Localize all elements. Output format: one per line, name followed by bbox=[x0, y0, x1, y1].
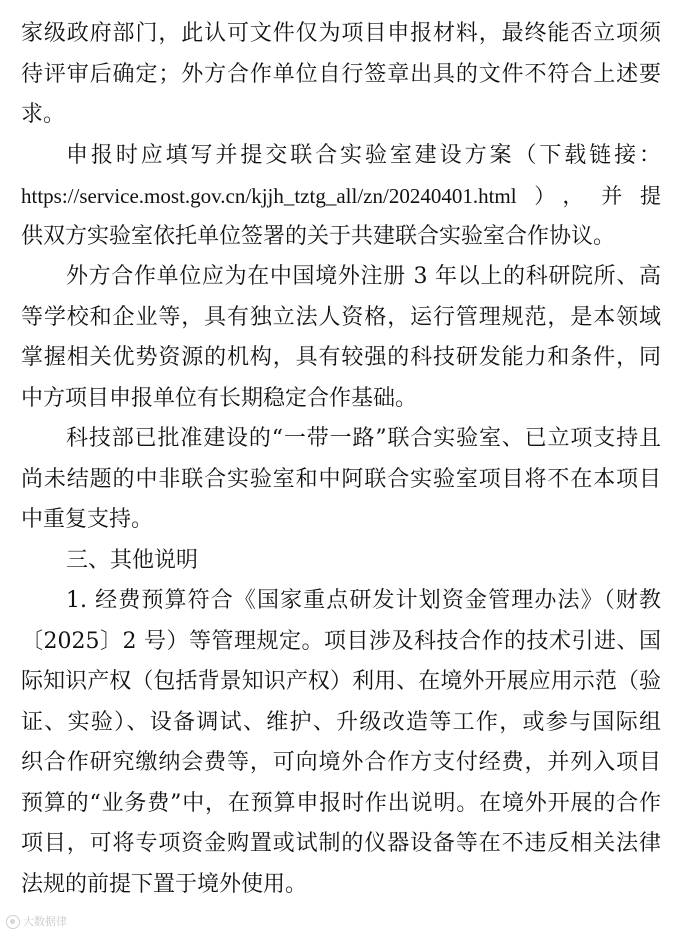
watermark bbox=[6, 912, 67, 932]
paragraph-line: 等学校和企业等，具有独立法人资格，运行管理规范，是本领域 bbox=[21, 304, 661, 330]
paragraph-line: 际知识产权（包括背景知识产权）利用、在境外开展应用示范（验 bbox=[21, 669, 661, 694]
paragraph-line: 证、实验）、设备调试、维护、升级改造等工作，或参与国际组 bbox=[21, 709, 661, 735]
paragraph-line: 织合作研究缴纳会费等，可向境外合作方支付经费，并列入项目 bbox=[21, 750, 661, 775]
paragraph-line: 〔2025〕2 号）等管理规定。项目涉及科技合作的技术引进、国 bbox=[21, 628, 661, 654]
paragraph-line: 预算的“业务费”中，在预算申报时作出说明。在境外开展的合作 bbox=[21, 790, 661, 816]
watermark-logo-icon bbox=[6, 915, 20, 929]
watermark-text: 大数据律 bbox=[23, 915, 67, 928]
paragraph-line: 掌握相关优势资源的机构，具有较强的科技研发能力和条件，同 bbox=[21, 345, 661, 370]
paragraph-line: 家级政府部门，此认可文件仅为项目申报材料，最终能否立项须 bbox=[21, 21, 661, 46]
paragraph-line: 尚未结题的中非联合实验室和中阿联合实验室项目将不在本项目 bbox=[21, 466, 661, 492]
paragraph-line: 求。 bbox=[21, 102, 66, 127]
paragraph-line: 中方项目申报单位有长期稳定合作基础。 bbox=[21, 385, 418, 411]
paragraph-line: 外方合作单位应为在中国境外注册 3 年以上的科研院所、高 bbox=[66, 264, 661, 289]
section-heading: 三、其他说明 bbox=[66, 547, 199, 573]
paragraph-line: 1. 经费预算符合《国家重点研发计划资金管理办法》（财教 bbox=[66, 588, 661, 613]
paragraph-line: 供双方实验室依托单位签署的关于共建联合实验室合作协议。 bbox=[21, 223, 616, 249]
paragraph-line: 项目，可将专项资金购置或试制的仪器设备等在不违反相关法律 bbox=[21, 831, 661, 856]
paragraph-line-link: https://service.most.gov.cn/kjjh_tztg_all/zn/20240401.html），并提 bbox=[21, 184, 661, 208]
paragraph-line: 中重复支持。 bbox=[21, 507, 154, 532]
paragraph-line: 法规的前提下置于境外使用。 bbox=[21, 871, 308, 897]
paragraph-line: 科技部已批准建设的“一带一路”联合实验室、已立项支持且 bbox=[66, 426, 661, 451]
paragraph-line: 待评审后确定；外方合作单位自行签章出具的文件不符合上述要 bbox=[21, 61, 661, 87]
paragraph-line: 申报时应填写并提交联合实验室建设方案（下载链接： bbox=[66, 142, 661, 168]
